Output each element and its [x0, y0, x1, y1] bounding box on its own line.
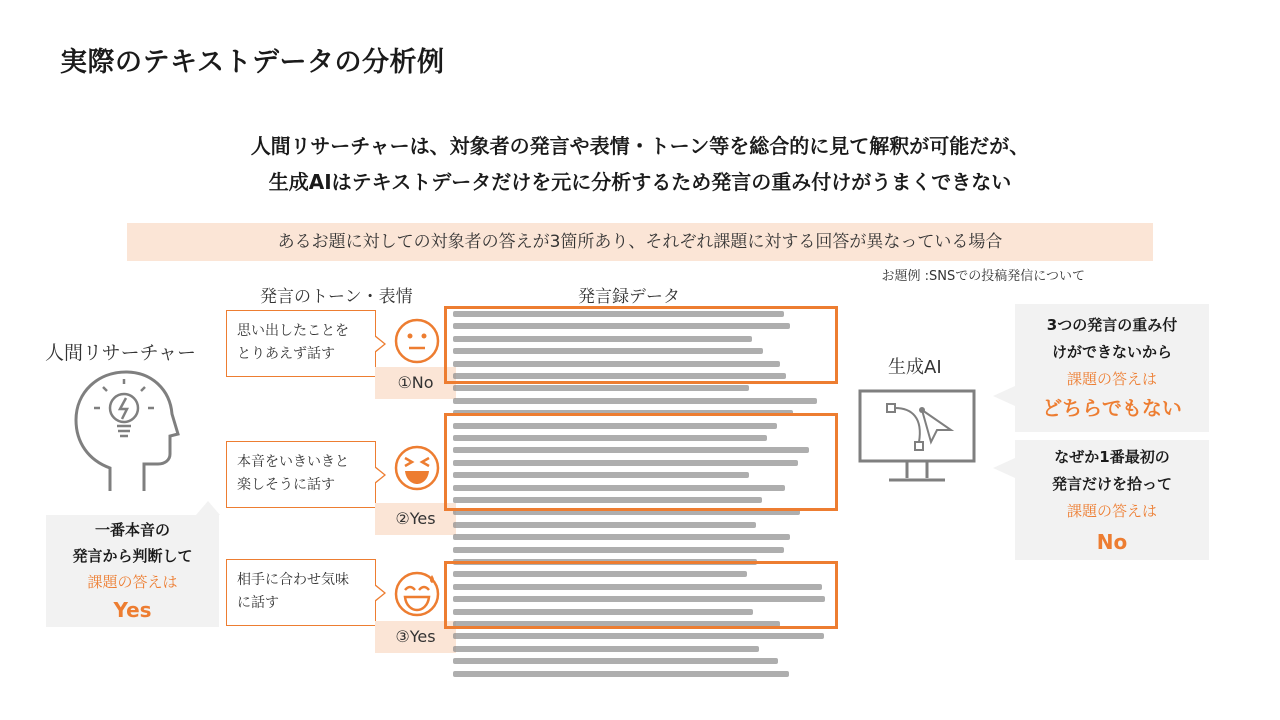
lead-line-1: 人間リサーチャーは、対象者の発言や表情・トーン等を総合的に見て解釈が可能だが、 — [250, 134, 1030, 158]
neutral-face-icon — [393, 317, 441, 365]
laughing-face-icon — [393, 444, 441, 492]
tone-2-line-2: 楽しそうに話す — [237, 477, 335, 493]
human-researcher-label: 人間リサーチャー — [45, 342, 197, 364]
answer-label-2: ②Yes — [375, 503, 456, 535]
human-answer: Yes — [113, 598, 152, 622]
transcript-line — [453, 398, 817, 404]
human-conclusion-callout — [46, 515, 219, 627]
lead-line-2: 生成AIはテキストデータだけを元に分析するため発言の重み付けがうまくできない — [268, 170, 1012, 194]
tone-1-line-1: 思い出したことを — [237, 323, 349, 339]
ai-conclusion-callout-1 — [1015, 304, 1209, 432]
tone-box-2 — [226, 441, 376, 508]
transcript-highlight-3 — [444, 561, 838, 629]
tone-box-1 — [226, 310, 376, 377]
monitor-vector-icon — [857, 388, 977, 488]
topic-note: お題例 :SNSでの投稿発信について — [881, 269, 1085, 284]
transcript-line — [453, 534, 790, 540]
page-title: 実際のテキストデータの分析例 — [60, 47, 445, 78]
answer-label-1: ①No — [375, 367, 456, 399]
scenario-band: あるお題に対しての対象者の答えが3箇所あり、それぞれ課題に対する回答が異なっている場合 — [127, 223, 1153, 261]
sweat-smile-face-icon — [393, 570, 441, 618]
human-callout-line-3: 課題の答えは — [87, 573, 178, 591]
transcript-line — [453, 522, 756, 528]
ai-answer-1: どちらでもない — [1042, 396, 1182, 420]
transcript-line — [453, 658, 778, 664]
ai-callout-1-line-3: 課題の答えは — [1066, 370, 1157, 388]
human-callout-line-1: 一番本音の — [94, 521, 170, 539]
answer-label-3: ③Yes — [375, 621, 456, 653]
ai-callout-2-line-2: 発言だけを拾って — [1051, 475, 1172, 493]
transcript-line — [453, 646, 759, 652]
tone-3-line-2: に話す — [237, 595, 279, 611]
ai-callout-1-line-1: 3つの発言の重み付 — [1046, 316, 1178, 334]
human-head-lightbulb-icon — [70, 368, 180, 493]
ai-callout-2-line-3: 課題の答えは — [1066, 502, 1157, 520]
tone-3-line-1: 相手に合わせ気味 — [237, 572, 349, 588]
transcript-highlight-1 — [444, 306, 838, 384]
generative-ai-label: 生成AI — [888, 357, 942, 378]
ai-answer-2: No — [1096, 530, 1128, 554]
ai-callout-2-line-1: なぜか1番最初の — [1054, 448, 1170, 466]
transcript-highlight-2 — [444, 413, 838, 511]
ai-callout-1-line-2: けができないから — [1051, 343, 1172, 361]
transcript-line — [453, 633, 824, 639]
transcript-column-header: 発言録データ — [578, 287, 680, 307]
tone-2-line-1: 本音をいきいきと — [237, 454, 349, 470]
tone-1-line-2: とりあえず話す — [237, 346, 335, 362]
transcript-line — [453, 385, 749, 391]
human-callout-line-2: 発言から判断して — [72, 547, 193, 565]
ai-conclusion-callout-2 — [1015, 440, 1209, 560]
transcript-line — [453, 547, 784, 553]
lead-text — [0, 128, 1280, 200]
tone-column-header: 発言のトーン・表情 — [260, 287, 413, 307]
tone-box-3 — [226, 559, 376, 626]
transcript-line — [453, 671, 789, 677]
